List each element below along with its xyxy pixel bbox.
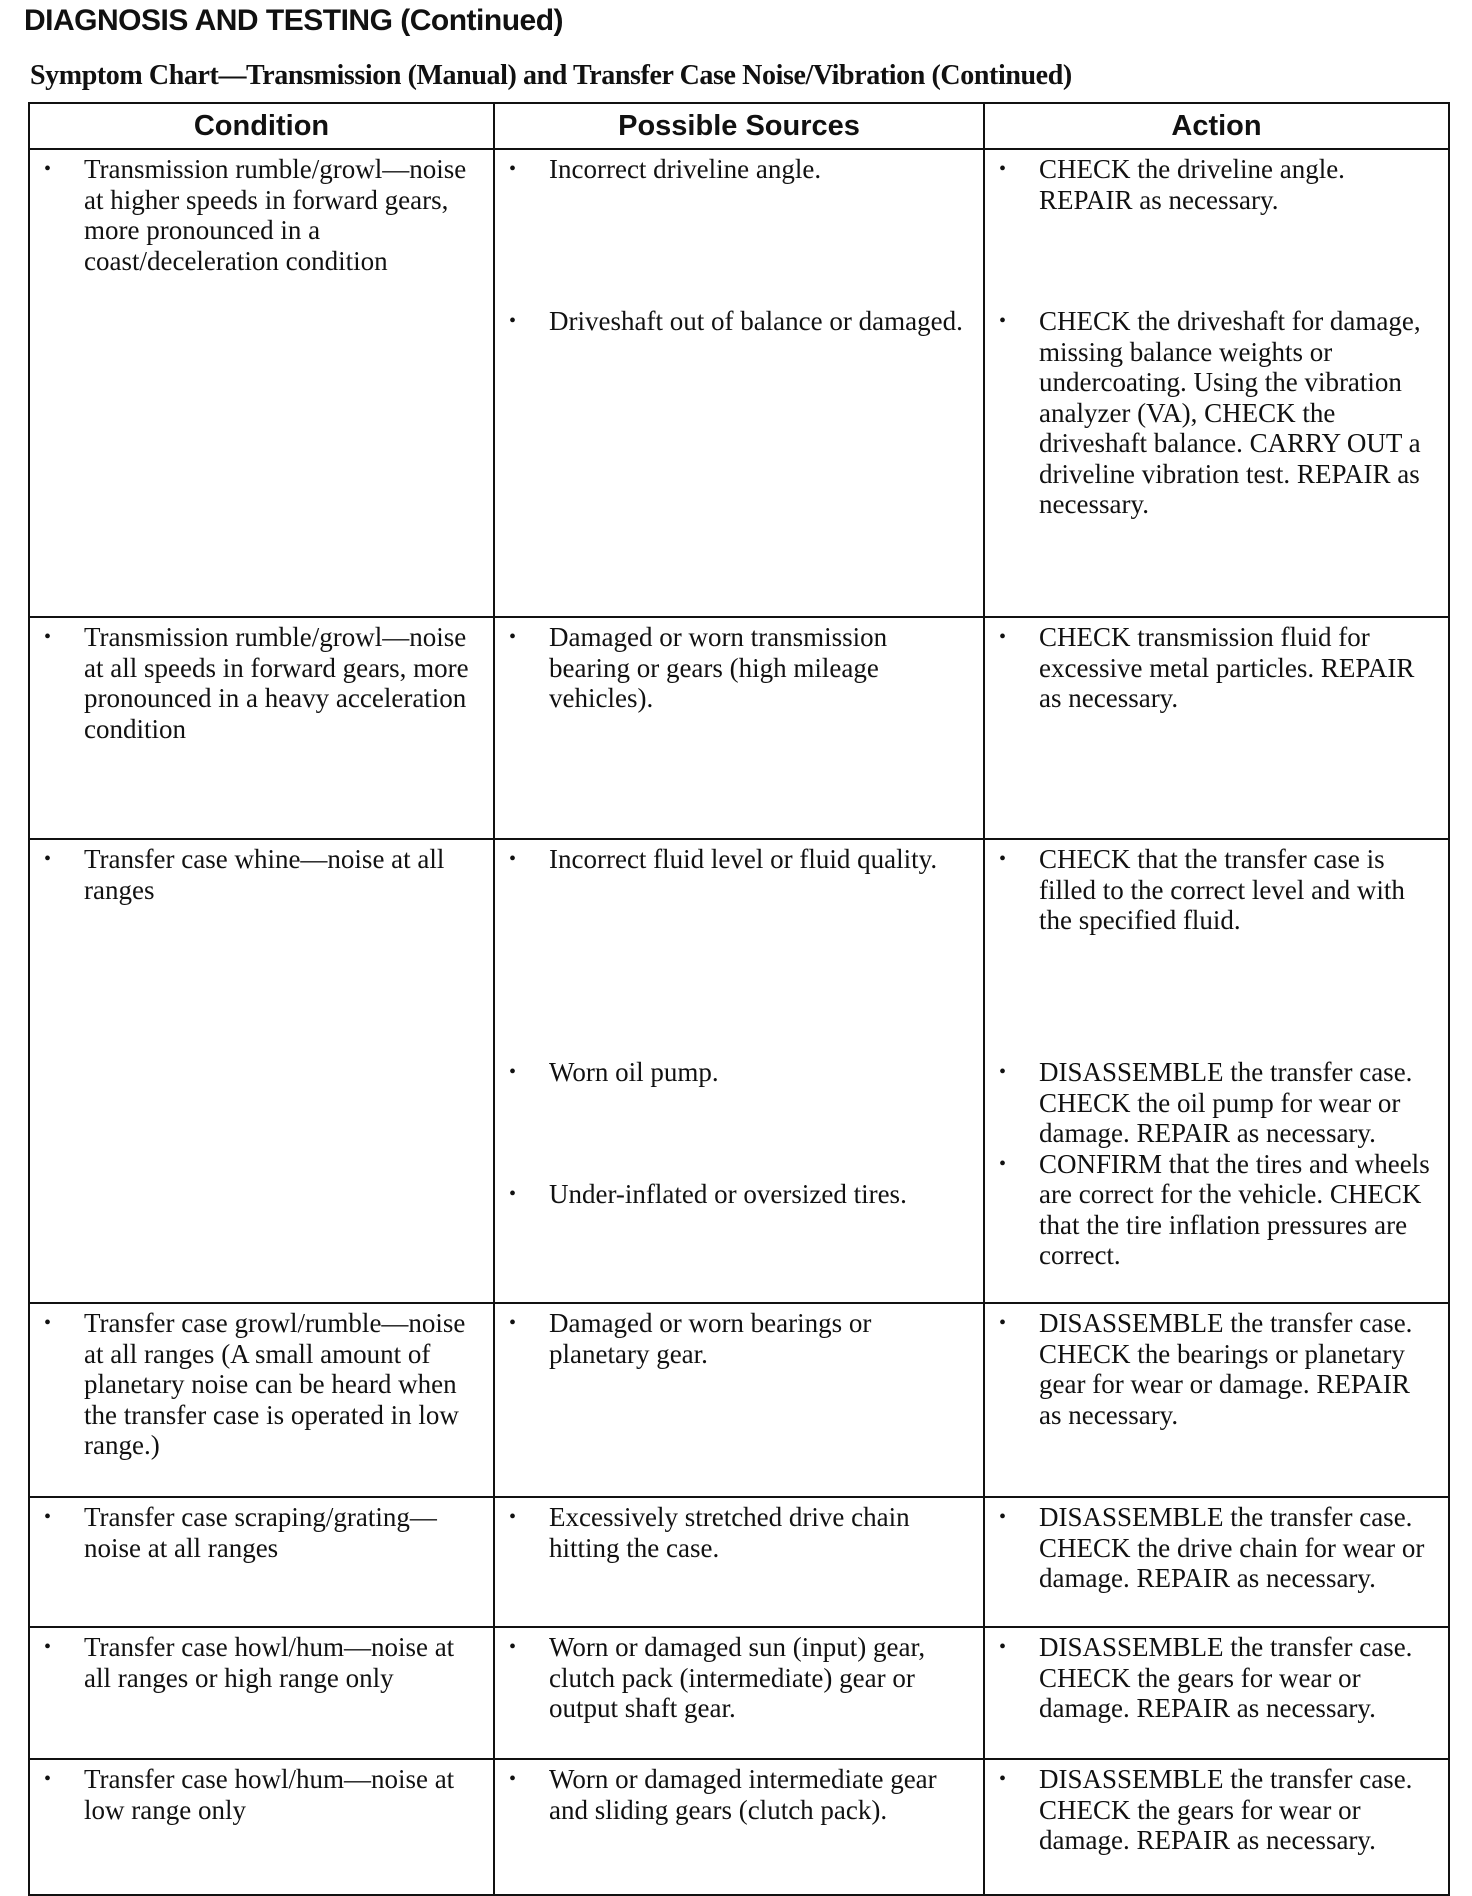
table-row (29, 1759, 1449, 1895)
condition-text: Transfer case whine—noise at all ranges (84, 844, 445, 905)
bullet-icon: • (509, 848, 517, 870)
action-text: CHECK that the transfer case is filled to the correct level and with the specified fluid. (1039, 844, 1405, 935)
bullet-icon: • (999, 310, 1007, 332)
source-entry (503, 1308, 973, 1369)
action-entry (993, 844, 1438, 1057)
condition-entry (38, 622, 483, 744)
action-entry (993, 1149, 1438, 1271)
action-cell (984, 1497, 1449, 1627)
condition-entry (38, 154, 483, 276)
bullet-icon: • (999, 1061, 1007, 1083)
action-text: DISASSEMBLE the transfer case. CHECK the bearings or planetary gear for wear or damage. REPAIR as necessary. (1039, 1308, 1413, 1430)
bullet-icon: • (999, 1312, 1007, 1334)
sources-cell (494, 1627, 984, 1759)
condition-cell (29, 149, 494, 617)
sources-cell (494, 1759, 984, 1895)
condition-text: Transfer case scraping/grating—noise at all ranges (84, 1502, 437, 1563)
sources-cell (494, 617, 984, 839)
action-entry (993, 1502, 1438, 1594)
action-entry (993, 1308, 1438, 1430)
header-action: Action (984, 103, 1449, 149)
action-cell (984, 149, 1449, 617)
condition-text: Transfer case growl/rumble—noise at all ranges (A small amount of planetary noise can be heard when the transfer case is operated in low range.) (84, 1308, 466, 1460)
source-entry (503, 1632, 973, 1724)
source-entry (503, 1179, 973, 1210)
condition-entry (38, 1308, 483, 1461)
action-text: DISASSEMBLE the transfer case. CHECK the oil pump for wear or damage. REPAIR as necessary. (1039, 1057, 1413, 1148)
bullet-icon: • (509, 1636, 517, 1658)
table-header-row (29, 103, 1449, 149)
bullet-icon: • (999, 848, 1007, 870)
condition-entry (38, 1502, 483, 1563)
action-text: DISASSEMBLE the transfer case. CHECK the drive chain for wear or damage. REPAIR as necessary. (1039, 1502, 1425, 1593)
bullet-icon: • (509, 1312, 517, 1334)
bullet-icon: • (999, 1506, 1007, 1528)
action-cell (984, 617, 1449, 839)
condition-cell (29, 1497, 494, 1627)
action-cell (984, 1759, 1449, 1895)
source-entry (503, 1764, 973, 1825)
source-text: Worn or damaged intermediate gear and sliding gears (clutch pack). (549, 1764, 937, 1825)
source-text: Damaged or worn bearings or planetary gear. (549, 1308, 872, 1369)
chart-title: Symptom Chart—Transmission (Manual) and Transfer Case Noise/Vibration (Continued) (30, 60, 1072, 91)
source-text: Incorrect fluid level or fluid quality. (549, 844, 938, 874)
bullet-icon: • (44, 1312, 52, 1334)
table-row (29, 839, 1449, 1303)
sources-cell (494, 1303, 984, 1497)
condition-text: Transmission rumble/growl—noise at higher speeds in forward gears, more pronounced in a coast/deceleration condition (84, 154, 467, 276)
action-text: CONFIRM that the tires and wheels are correct for the vehicle. CHECK that the tire inflation pressures are correct. (1039, 1148, 1430, 1270)
sources-cell (494, 839, 984, 1303)
condition-cell (29, 1627, 494, 1759)
bullet-icon: • (509, 626, 517, 648)
bullet-icon: • (999, 1768, 1007, 1790)
condition-text: Transfer case howl/hum—noise at all ranges or high range only (84, 1632, 455, 1693)
source-text: Under-inflated or oversized tires. (549, 1179, 907, 1209)
header-possible-sources: Possible Sources (494, 103, 984, 149)
source-entry (503, 154, 973, 306)
action-text: CHECK the driveshaft for damage, missing balance weights or undercoating. Using the vibration analyzer (VA), CHECK the driveshaft balance. CARRY OUT a driveline vibration test. REPAIR as necessary. (1039, 306, 1421, 519)
action-text: DISASSEMBLE the transfer case. CHECK the gears for wear or damage. REPAIR as necessary. (1039, 1764, 1413, 1855)
condition-entry (38, 1632, 483, 1693)
action-entry (993, 1764, 1438, 1856)
condition-entry (38, 844, 483, 905)
condition-cell (29, 839, 494, 1303)
bullet-icon: • (509, 158, 517, 180)
bullet-icon: • (509, 310, 517, 332)
source-text: Damaged or worn transmission bearing or gears (high mileage vehicles). (549, 622, 888, 713)
action-entry (993, 1057, 1438, 1149)
source-text: Incorrect driveline angle. (549, 154, 822, 184)
bullet-icon: • (44, 1506, 52, 1528)
table-row (29, 1303, 1449, 1497)
table-row (29, 617, 1449, 839)
source-entry (503, 622, 973, 714)
sources-cell (494, 1497, 984, 1627)
condition-entry (38, 1764, 483, 1825)
source-entry (503, 1502, 973, 1563)
action-entry (993, 154, 1438, 306)
source-entry (503, 306, 973, 337)
action-text: CHECK the driveline angle. REPAIR as necessary. (1039, 154, 1345, 215)
action-entry (993, 622, 1438, 714)
action-entry (993, 1632, 1438, 1724)
action-text: CHECK transmission fluid for excessive metal particles. REPAIR as necessary. (1039, 622, 1415, 713)
page-title: DIAGNOSIS AND TESTING (Continued) (24, 4, 564, 37)
symptom-table (28, 102, 1450, 1896)
table-row (29, 149, 1449, 617)
bullet-icon: • (509, 1061, 517, 1083)
header-condition: Condition (29, 103, 494, 149)
bullet-icon: • (999, 626, 1007, 648)
sources-cell (494, 149, 984, 617)
source-text: Excessively stretched drive chain hitting the case. (549, 1502, 910, 1563)
bullet-icon: • (44, 848, 52, 870)
bullet-icon: • (44, 626, 52, 648)
action-cell (984, 839, 1449, 1303)
source-entry (503, 1057, 973, 1179)
bullet-icon: • (999, 1636, 1007, 1658)
action-cell (984, 1627, 1449, 1759)
action-entry (993, 306, 1438, 520)
bullet-icon: • (509, 1768, 517, 1790)
bullet-icon: • (509, 1506, 517, 1528)
source-text: Worn oil pump. (549, 1057, 719, 1087)
table-row (29, 1627, 1449, 1759)
bullet-icon: • (999, 158, 1007, 180)
bullet-icon: • (44, 158, 52, 180)
bullet-icon: • (44, 1768, 52, 1790)
condition-cell (29, 1303, 494, 1497)
bullet-icon: • (999, 1152, 1007, 1175)
source-text: Worn or damaged sun (input) gear, clutch pack (intermediate) gear or output shaft gear. (549, 1632, 926, 1723)
action-text: DISASSEMBLE the transfer case. CHECK the gears for wear or damage. REPAIR as necessary. (1039, 1632, 1413, 1723)
condition-text: Transfer case howl/hum—noise at low range only (84, 1764, 455, 1825)
table-row (29, 1497, 1449, 1627)
bullet-icon: • (44, 1636, 52, 1658)
bullet-icon: • (509, 1183, 517, 1205)
condition-text: Transmission rumble/growl—noise at all speeds in forward gears, more pronounced in a heavy acceleration condition (84, 622, 469, 744)
action-cell (984, 1303, 1449, 1497)
condition-cell (29, 1759, 494, 1895)
condition-cell (29, 617, 494, 839)
source-text: Driveshaft out of balance or damaged. (549, 306, 963, 336)
source-entry (503, 844, 973, 1057)
